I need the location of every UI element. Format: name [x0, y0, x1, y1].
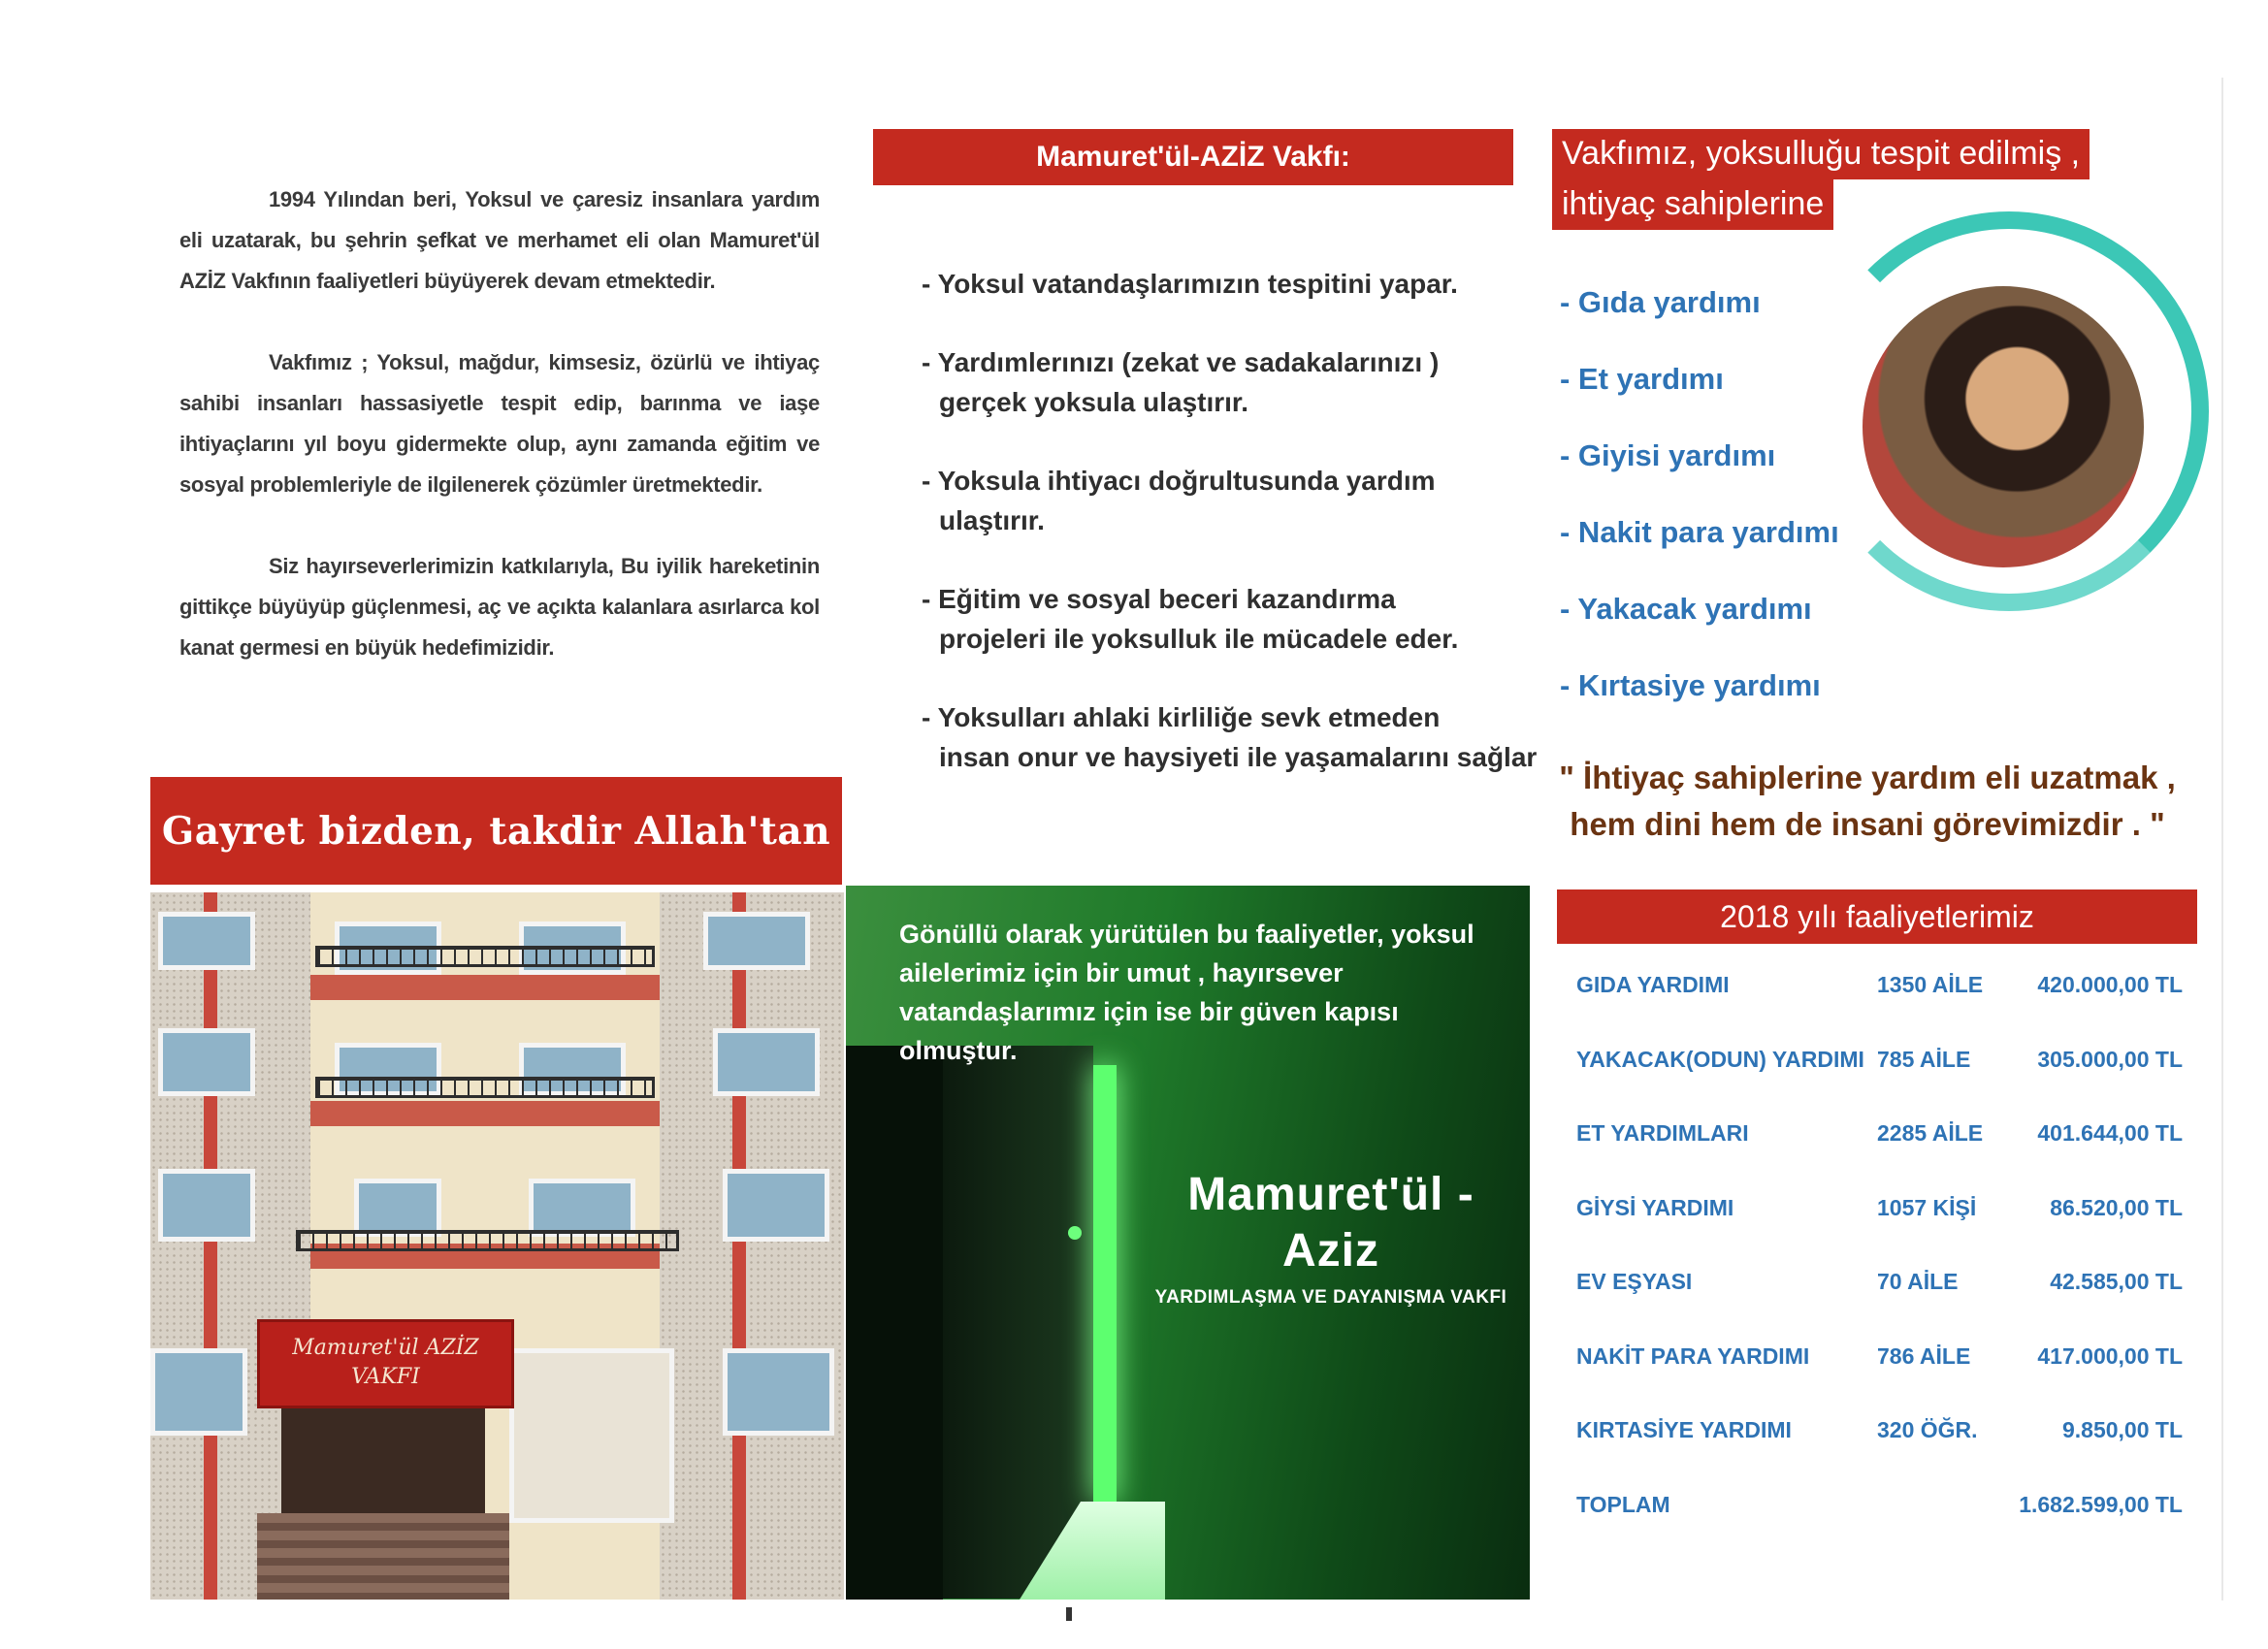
aid-types-list [1560, 283, 1948, 743]
table-row [1576, 1257, 2183, 1332]
stat-amount: 420.000,00 TL [2037, 972, 2183, 997]
duty-line-2: gerçek yoksula ulaştırır. [939, 387, 1249, 417]
stat-count: 70 AİLE [1877, 1269, 1959, 1294]
stats-title-banner: 2018 yılı faaliyetlerimiz [1557, 889, 2197, 944]
scan-mark [1066, 1607, 1072, 1621]
volunteer-statement: Gönüllü olarak yürütülen bu faaliyetler, yoksul ailelerimiz için bir umut , hayırsever vatandaşlarımız için ise bir güven kapısı olmuştur. [899, 920, 1474, 1065]
quote-line-1: " İhtiyaç sahiplerine yardım eli uzatmak , [1559, 760, 2176, 795]
quote-line-2: hem dini hem de insani görevimizdir . " [1570, 806, 2165, 842]
red-pillar [204, 892, 217, 1600]
intro-paragraph-3: Siz hayırseverlerimizin katkılarıyla, Bu iyilik hareketinin gittikçe büyüyüp güçlenmesi, aç ve açıkta kalanlara asırlarca kol kanat germesi en büyük hedefimizidir. [179, 554, 820, 660]
stat-amount: 417.000,00 TL [2037, 1342, 2183, 1369]
door-leaf [943, 1046, 1093, 1599]
foundation-duties-list [922, 264, 1538, 816]
mission-quote [1552, 755, 2183, 848]
stat-name: NAKİT PARA YARDIMI [1576, 1342, 1810, 1369]
foundation-logo-text [1151, 1167, 1510, 1309]
door-shadow [846, 1046, 943, 1600]
window [723, 1348, 834, 1436]
duty-line-1: - Yoksul vatandaşlarımızın tespitini yapar. [922, 269, 1458, 299]
stat-name: TOPLAM [1576, 1491, 1670, 1517]
table-row [1576, 960, 2183, 1035]
intro-paragraph-2: Vakfımız ; Yoksul, mağdur, kimsesiz, özürlü ve ihtiyaç sahibi insanları hassasiyetle tespit edip, barınma ve iaşe ihtiyaçlarını yıl boyu gidermekte olup, aynı zamanda eğitim ve sosyal problemleriyle de ilgilenerek çözümler üretmektedir. [179, 350, 820, 497]
window [158, 1169, 255, 1242]
duty-line-1: - Yoksulları ahlaki kirliliğe sevk etmeden [922, 702, 1441, 732]
stat-count: 785 AİLE [1877, 1046, 1971, 1072]
duty-item [922, 579, 1523, 659]
aid-item: - Nakit para yardımı [1560, 515, 1839, 549]
table-row [1576, 1035, 2183, 1110]
balcony-railing [315, 946, 655, 967]
window [723, 1169, 829, 1242]
stat-name: YAKACAK(ODUN) YARDIMI [1576, 1046, 1864, 1072]
window [529, 1179, 635, 1237]
duty-line-2: projeleri ile yoksulluk ile mücadele eder. [939, 624, 1459, 654]
stat-name: GİYSİ YARDIMI [1576, 1194, 1734, 1220]
stat-name: KIRTASİYE YARDIMI [1576, 1417, 1792, 1442]
intro-text [179, 179, 820, 709]
balcony [310, 975, 660, 1000]
stat-count: 320 ÖĞR. [1877, 1417, 1978, 1442]
window [158, 1028, 255, 1096]
stat-amount: 401.644,00 TL [2037, 1120, 2183, 1146]
stat-count: 786 AİLE [1877, 1342, 1971, 1369]
aid-item: - Kırtasiye yardımı [1560, 668, 1821, 702]
window [703, 912, 810, 970]
brand-subtitle: YARDIMLAŞMA VE DAYANIŞMA VAKFI [1154, 1287, 1507, 1308]
page-edge [2221, 78, 2223, 1600]
stat-amount: 9.850,00 TL [2061, 1417, 2183, 1442]
duty-item [922, 264, 1523, 304]
window [354, 1179, 441, 1237]
duty-line-2: insan onur ve haysiyeti ile yaşamalarını sağlar [939, 742, 1538, 772]
table-row [1576, 1183, 2183, 1258]
motto-banner: Gayret bizden, takdir Allah'tan [150, 777, 842, 885]
duty-item [922, 461, 1523, 540]
red-pillar [732, 892, 746, 1600]
entrance-glass-door [509, 1348, 674, 1523]
table-row [1576, 1109, 2183, 1183]
table-row [1576, 1332, 2183, 1406]
aid-heading-line-2: ihtiyaç sahiplerine [1552, 179, 1833, 230]
stat-count: 2285 AİLE [1877, 1120, 1984, 1146]
table-row-total [1576, 1480, 2183, 1555]
building-sign [257, 1319, 514, 1408]
stat-name: GIDA YARDIMI [1576, 972, 1730, 997]
stats-table [1576, 960, 2183, 1554]
stat-name: EV EŞYASI [1576, 1269, 1693, 1294]
balcony-railing [315, 1077, 655, 1098]
balcony-railing [296, 1230, 679, 1251]
stat-name: ET YARDIMLARI [1576, 1120, 1749, 1146]
aid-item: - Et yardımı [1560, 362, 1724, 396]
stat-count: 1057 KİŞİ [1877, 1194, 1977, 1220]
aid-item: - Gıda yardımı [1560, 285, 1761, 319]
door-knob-icon [1068, 1226, 1082, 1240]
stat-count: 1350 AİLE [1877, 972, 1984, 997]
aid-item: - Giyisi yardımı [1560, 438, 1776, 472]
duty-line-2: ulaştırır. [939, 505, 1045, 535]
stat-amount: 86.520,00 TL [2050, 1194, 2183, 1220]
open-door-illustration [846, 886, 1530, 1600]
stat-amount: 1.682.599,00 TL [2019, 1491, 2183, 1517]
aid-heading-line-1: Vakfımız, yoksulluğu tespit edilmiş , [1552, 129, 2090, 179]
duty-line-1: - Yardımlerınızı (zekat ve sadakalarınızı ) [922, 347, 1440, 377]
window [158, 912, 255, 970]
duty-item [922, 697, 1538, 777]
building-sign-line-2: VAKFI [351, 1365, 420, 1389]
table-row [1576, 1406, 2183, 1480]
entrance-steps [257, 1513, 509, 1600]
stat-amount: 305.000,00 TL [2037, 1046, 2183, 1072]
intro-paragraph-1: 1994 Yılından beri, Yoksul ve çaresiz insanlara yardım eli uzatarak, bu şehrin şefkat ve merhamet eli olan Mamuret'ül AZİZ Vakfının faaliyetleri büyüyerek devam etmektedir. [179, 187, 820, 293]
building-right-wing [660, 892, 844, 1600]
duty-item [922, 342, 1523, 422]
duty-line-1: - Yoksula ihtiyacı doğrultusunda yardım [922, 466, 1436, 496]
foundation-title-banner: Mamuret'ül-AZİZ Vakfı: [873, 129, 1513, 185]
foundation-building-photo [150, 892, 844, 1600]
door-light-gap [1093, 1065, 1117, 1502]
window [713, 1028, 820, 1096]
brand-title: Mamuret'ül - Aziz [1187, 1169, 1474, 1277]
aid-heading [1552, 129, 2183, 230]
stat-amount: 42.585,00 TL [2050, 1269, 2183, 1294]
building-sign-line-1: Mamuret'ül AZİZ [292, 1336, 479, 1360]
duty-line-1: - Eğitim ve sosyal beceri kazandırma [922, 584, 1396, 614]
window [150, 1348, 247, 1436]
balcony [310, 1101, 660, 1126]
aid-item: - Yakacak yardımı [1560, 592, 1812, 626]
